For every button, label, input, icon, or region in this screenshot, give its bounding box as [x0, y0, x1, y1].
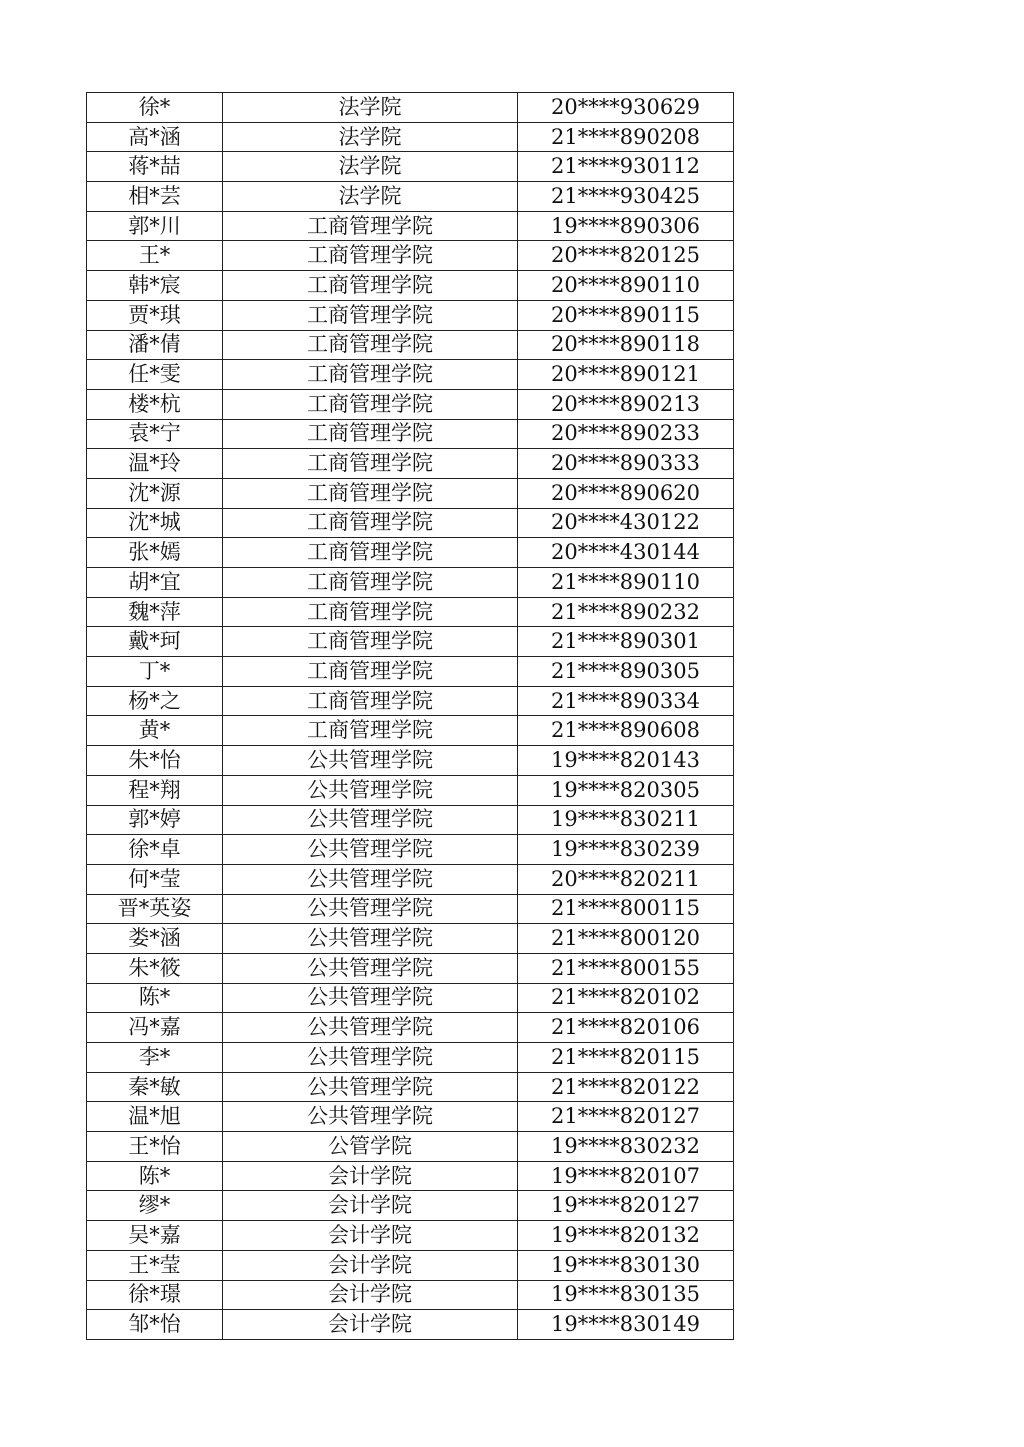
table-row	[87, 330, 734, 360]
table-row	[87, 746, 734, 776]
college-cell: 工商管理学院	[223, 508, 518, 538]
student-id-cell: 20****820125	[518, 241, 734, 271]
table-row	[87, 894, 734, 924]
table-row	[87, 983, 734, 1013]
table-row	[87, 122, 734, 152]
college-cell: 会计学院	[223, 1250, 518, 1280]
student-name-cell: 相*芸	[87, 182, 223, 212]
student-id-cell: 21****890110	[518, 568, 734, 598]
table-row	[87, 300, 734, 330]
student-id-cell: 21****820122	[518, 1072, 734, 1102]
student-id-cell: 21****800115	[518, 894, 734, 924]
student-name-cell: 任*雯	[87, 360, 223, 390]
student-name-cell: 何*莹	[87, 864, 223, 894]
roster-body	[87, 93, 734, 1340]
college-cell: 会计学院	[223, 1221, 518, 1251]
student-name-cell: 蒋*喆	[87, 152, 223, 182]
student-name-cell: 沈*源	[87, 478, 223, 508]
college-cell: 工商管理学院	[223, 657, 518, 687]
student-name-cell: 郭*川	[87, 211, 223, 241]
student-id-cell: 21****800120	[518, 924, 734, 954]
table-row	[87, 716, 734, 746]
college-cell: 工商管理学院	[223, 627, 518, 657]
college-cell: 公共管理学院	[223, 835, 518, 865]
student-id-cell: 20****890115	[518, 300, 734, 330]
table-row	[87, 805, 734, 835]
college-cell: 公共管理学院	[223, 775, 518, 805]
college-cell: 公共管理学院	[223, 805, 518, 835]
student-id-cell: 19****820305	[518, 775, 734, 805]
student-name-cell: 徐*璟	[87, 1280, 223, 1310]
table-row	[87, 1102, 734, 1132]
table-row	[87, 478, 734, 508]
table-row	[87, 864, 734, 894]
student-name-cell: 潘*倩	[87, 330, 223, 360]
student-id-cell: 19****820132	[518, 1221, 734, 1251]
student-id-cell: 20****890233	[518, 419, 734, 449]
student-id-cell: 21****820127	[518, 1102, 734, 1132]
college-cell: 会计学院	[223, 1161, 518, 1191]
student-id-cell: 21****890334	[518, 686, 734, 716]
student-id-cell: 19****890306	[518, 211, 734, 241]
student-name-cell: 戴*珂	[87, 627, 223, 657]
student-name-cell: 朱*筱	[87, 953, 223, 983]
college-cell: 会计学院	[223, 1280, 518, 1310]
student-name-cell: 张*嫣	[87, 538, 223, 568]
college-cell: 公共管理学院	[223, 1043, 518, 1073]
table-row	[87, 152, 734, 182]
student-name-cell: 冯*嘉	[87, 1013, 223, 1043]
table-row	[87, 538, 734, 568]
college-cell: 工商管理学院	[223, 568, 518, 598]
college-cell: 工商管理学院	[223, 300, 518, 330]
college-cell: 工商管理学院	[223, 716, 518, 746]
college-cell: 公共管理学院	[223, 1013, 518, 1043]
table-row	[87, 1043, 734, 1073]
college-cell: 公共管理学院	[223, 1072, 518, 1102]
student-id-cell: 19****820127	[518, 1191, 734, 1221]
student-roster-table	[86, 92, 734, 1340]
college-cell: 工商管理学院	[223, 449, 518, 479]
student-id-cell: 19****820143	[518, 746, 734, 776]
student-name-cell: 温*旭	[87, 1102, 223, 1132]
student-id-cell: 21****800155	[518, 953, 734, 983]
table-row	[87, 627, 734, 657]
student-name-cell: 郭*婷	[87, 805, 223, 835]
student-name-cell: 王*怡	[87, 1132, 223, 1162]
college-cell: 工商管理学院	[223, 478, 518, 508]
student-id-cell: 19****830135	[518, 1280, 734, 1310]
student-name-cell: 陈*	[87, 1161, 223, 1191]
student-id-cell: 21****890305	[518, 657, 734, 687]
student-id-cell: 20****890110	[518, 271, 734, 301]
college-cell: 公共管理学院	[223, 894, 518, 924]
student-name-cell: 胡*宜	[87, 568, 223, 598]
college-cell: 工商管理学院	[223, 538, 518, 568]
college-cell: 公管学院	[223, 1132, 518, 1162]
student-name-cell: 高*涵	[87, 122, 223, 152]
table-row	[87, 835, 734, 865]
student-name-cell: 王*	[87, 241, 223, 271]
table-row	[87, 775, 734, 805]
table-row	[87, 1132, 734, 1162]
student-id-cell: 20****890333	[518, 449, 734, 479]
student-name-cell: 杨*之	[87, 686, 223, 716]
student-id-cell: 20****430122	[518, 508, 734, 538]
student-name-cell: 吴*嘉	[87, 1221, 223, 1251]
student-id-cell: 21****930425	[518, 182, 734, 212]
student-id-cell: 20****890213	[518, 389, 734, 419]
college-cell: 公共管理学院	[223, 983, 518, 1013]
college-cell: 公共管理学院	[223, 864, 518, 894]
college-cell: 工商管理学院	[223, 419, 518, 449]
student-name-cell: 沈*城	[87, 508, 223, 538]
college-cell: 公共管理学院	[223, 924, 518, 954]
table-row	[87, 271, 734, 301]
student-name-cell: 袁*宁	[87, 419, 223, 449]
student-name-cell: 陈*	[87, 983, 223, 1013]
student-id-cell: 20****890620	[518, 478, 734, 508]
college-cell: 工商管理学院	[223, 360, 518, 390]
table-row	[87, 360, 734, 390]
student-name-cell: 李*	[87, 1043, 223, 1073]
student-id-cell: 20****930629	[518, 93, 734, 123]
table-row	[87, 597, 734, 627]
table-row	[87, 953, 734, 983]
student-name-cell: 韩*宸	[87, 271, 223, 301]
student-name-cell: 王*莹	[87, 1250, 223, 1280]
college-cell: 法学院	[223, 152, 518, 182]
college-cell: 法学院	[223, 182, 518, 212]
student-name-cell: 黄*	[87, 716, 223, 746]
college-cell: 工商管理学院	[223, 389, 518, 419]
student-id-cell: 21****820115	[518, 1043, 734, 1073]
student-id-cell: 21****930112	[518, 152, 734, 182]
college-cell: 会计学院	[223, 1191, 518, 1221]
student-name-cell: 楼*杭	[87, 389, 223, 419]
table-row	[87, 211, 734, 241]
college-cell: 工商管理学院	[223, 330, 518, 360]
student-id-cell: 21****890301	[518, 627, 734, 657]
college-cell: 法学院	[223, 93, 518, 123]
college-cell: 公共管理学院	[223, 953, 518, 983]
student-id-cell: 20****820211	[518, 864, 734, 894]
student-id-cell: 21****820106	[518, 1013, 734, 1043]
student-name-cell: 朱*怡	[87, 746, 223, 776]
table-row	[87, 241, 734, 271]
student-name-cell: 徐*卓	[87, 835, 223, 865]
table-row	[87, 449, 734, 479]
table-row	[87, 508, 734, 538]
table-row	[87, 657, 734, 687]
table-row	[87, 1250, 734, 1280]
student-name-cell: 晋*英姿	[87, 894, 223, 924]
college-cell: 工商管理学院	[223, 597, 518, 627]
student-id-cell: 21****890208	[518, 122, 734, 152]
college-cell: 公共管理学院	[223, 746, 518, 776]
student-name-cell: 秦*敏	[87, 1072, 223, 1102]
student-id-cell: 19****830232	[518, 1132, 734, 1162]
student-name-cell: 娄*涵	[87, 924, 223, 954]
table-row	[87, 1013, 734, 1043]
table-row	[87, 419, 734, 449]
college-cell: 会计学院	[223, 1310, 518, 1340]
table-row	[87, 1310, 734, 1340]
student-id-cell: 20****430144	[518, 538, 734, 568]
table-row	[87, 1072, 734, 1102]
student-id-cell: 19****830149	[518, 1310, 734, 1340]
table-row	[87, 1221, 734, 1251]
student-name-cell: 温*玲	[87, 449, 223, 479]
student-name-cell: 邹*怡	[87, 1310, 223, 1340]
table-row	[87, 686, 734, 716]
table-row	[87, 93, 734, 123]
table-row	[87, 568, 734, 598]
student-id-cell: 21****890232	[518, 597, 734, 627]
student-id-cell: 21****820102	[518, 983, 734, 1013]
table-row	[87, 924, 734, 954]
college-cell: 工商管理学院	[223, 686, 518, 716]
table-row	[87, 1191, 734, 1221]
student-id-cell: 19****830130	[518, 1250, 734, 1280]
student-id-cell: 19****830239	[518, 835, 734, 865]
college-cell: 工商管理学院	[223, 241, 518, 271]
student-name-cell: 缪*	[87, 1191, 223, 1221]
college-cell: 法学院	[223, 122, 518, 152]
student-name-cell: 程*翔	[87, 775, 223, 805]
student-id-cell: 21****890608	[518, 716, 734, 746]
student-id-cell: 19****830211	[518, 805, 734, 835]
college-cell: 工商管理学院	[223, 211, 518, 241]
student-name-cell: 贾*琪	[87, 300, 223, 330]
student-id-cell: 20****890118	[518, 330, 734, 360]
student-id-cell: 19****820107	[518, 1161, 734, 1191]
student-name-cell: 徐*	[87, 93, 223, 123]
table-row	[87, 389, 734, 419]
student-id-cell: 20****890121	[518, 360, 734, 390]
table-row	[87, 182, 734, 212]
table-row	[87, 1280, 734, 1310]
table-row	[87, 1161, 734, 1191]
student-name-cell: 魏*萍	[87, 597, 223, 627]
student-name-cell: 丁*	[87, 657, 223, 687]
college-cell: 公共管理学院	[223, 1102, 518, 1132]
college-cell: 工商管理学院	[223, 271, 518, 301]
